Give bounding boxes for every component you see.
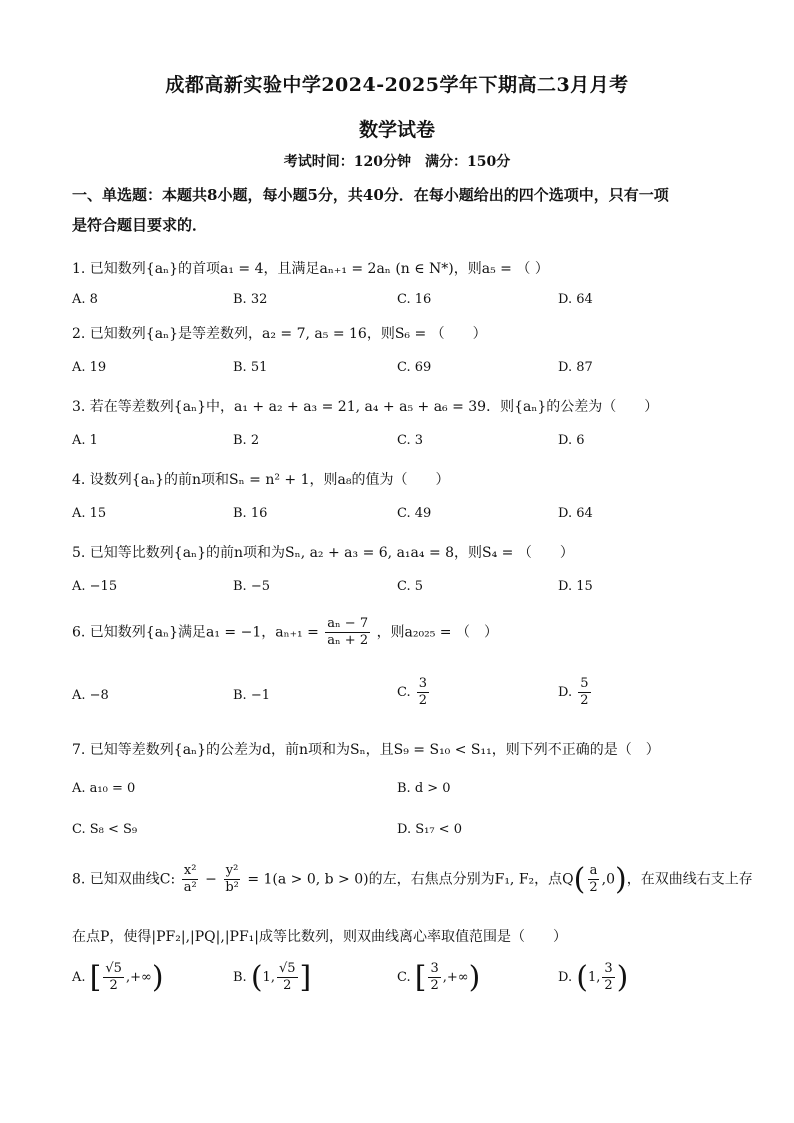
q8-minus: − (205, 871, 217, 888)
q8-frac-q-den: 2 (589, 880, 598, 895)
q8-option-d-paren-close: ) (616, 960, 629, 995)
q8-frac-y-num: y² (225, 863, 239, 878)
q8-option-d (558, 960, 628, 995)
q8-option-a-label: A. (72, 970, 86, 985)
question-7: 7. 已知等差数列{aₙ}的公差为d，前n项和为Sₙ，且S₉ = S₁₀ < S₁₁，则下列不正确的是（ ） (72, 742, 660, 758)
section-line-2: 是符合题目要求的． (72, 216, 208, 234)
q8-option-b-paren-open: ( (250, 960, 263, 995)
question-2: 2. 已知数列{aₙ}是等差数列，a₂ = 7, a₅ = 16，则S₆ = （ ） (72, 326, 487, 342)
q8-option-b-label: B. (233, 970, 247, 985)
q8-option-a-paren-close: ) (151, 960, 164, 995)
q8-stem-post: ，在双曲线右支上存 (626, 871, 753, 888)
q6-option-d-num: 5 (580, 676, 589, 691)
q8-option-a-bracket-open: [ (89, 960, 102, 995)
q8-option-c-bracket-open: [ (414, 960, 427, 995)
q6-option-c-num: 3 (418, 676, 428, 691)
q5-option-c: C. 5 (397, 579, 424, 594)
q3-option-b: B. 2 (233, 433, 260, 448)
q8-option-b-frac (277, 961, 298, 994)
q6-option-c-frac (417, 676, 429, 709)
q2-option-b: B. 51 (233, 360, 268, 375)
q4-option-a: A. 15 (72, 506, 107, 521)
q2-option-c: C. 69 (397, 360, 432, 375)
q7-option-a: A. a₁₀ = 0 (72, 781, 136, 796)
q8-option-b-bracket-close: ] (299, 960, 312, 995)
question-4: 4. 设数列{aₙ}的前n项和Sₙ = n² + 1，则a₈的值为（ ） (72, 472, 450, 488)
q1-option-c: C. 16 (397, 292, 432, 307)
q8-option-c-paren-close: ) (468, 960, 481, 995)
q7-option-c: C. S₈ < S₉ (72, 822, 138, 837)
q6-fraction (325, 616, 370, 649)
q2-option-a: A. 19 (72, 360, 107, 375)
question-8-line-2: 在点P，使得|PF₂|,|PQ|,|PF₁|成等比数列，则双曲线离心率取值范围是（ ） (72, 929, 568, 945)
question-1: 1. 已知数列{aₙ}的首项a₁ = 4，且满足aₙ₊₁ = 2aₙ (n ∈ N*)，则a₅ = （ ） (72, 261, 549, 277)
q8-option-a-den: 2 (109, 978, 118, 993)
q3-option-a: A. 1 (72, 433, 98, 448)
q8-stem-pre: 8. 已知双曲线C: (72, 871, 176, 888)
q8-paren-close: ) (615, 862, 627, 897)
q8-option-c-frac (428, 961, 440, 994)
q8-frac-x-den: a² (183, 880, 197, 895)
q8-option-c-den: 2 (430, 978, 439, 993)
q8-frac-x (182, 863, 199, 896)
question-6 (72, 616, 752, 649)
q8-option-c-label: C. (397, 970, 411, 985)
q7-option-b: B. d > 0 (397, 781, 451, 796)
q6-option-c (397, 676, 431, 709)
question-8 (72, 862, 752, 897)
q6-frac-den: aₙ + 2 (327, 633, 369, 648)
q6-stem-post: ，则a₂₀₂₅ = （ ） (376, 624, 498, 641)
q6-option-c-den: 2 (418, 693, 428, 708)
question-5: 5. 已知等比数列{aₙ}的前n项和为Sₙ, a₂ + a₃ = 6, a₁a₄ = 8，则S₄ = （ ） (72, 545, 574, 561)
q8-option-d-label: D. (558, 970, 573, 985)
q6-option-d-frac (578, 676, 590, 709)
q8-frac-y (223, 863, 241, 896)
q8-option-d-num: 3 (604, 961, 613, 976)
q6-option-c-label: C. (397, 685, 411, 700)
q8-frac-y-den: b² (225, 880, 239, 895)
q8-q-tail: ,0 (601, 871, 615, 888)
q6-option-d-label: D. (558, 685, 573, 700)
q1-option-a: A. 8 (72, 292, 98, 307)
q5-option-a: A. −15 (72, 579, 118, 594)
q8-option-c (397, 960, 480, 995)
q8-option-a-tail: ,+∞ (125, 970, 152, 985)
q7-option-d: D. S₁₇ < 0 (397, 822, 462, 837)
q8-option-b (233, 960, 311, 995)
q8-option-d-frac (602, 961, 614, 994)
q8-frac-q-num: a (589, 863, 598, 878)
q6-frac-num: aₙ − 7 (327, 616, 369, 631)
q8-stem-mid: = 1(a > 0, b > 0)的左，右焦点分别为F₁, F₂，点Q (247, 871, 574, 888)
q8-option-a-num: √5 (105, 961, 122, 976)
q1-option-d: D. 64 (558, 292, 593, 307)
q8-option-c-tail: ,+∞ (442, 970, 469, 985)
q2-option-d: D. 87 (558, 360, 593, 375)
exam-title: 成都高新实验中学2024-2025学年下期高二3月月考 (165, 74, 629, 96)
q6-option-d-den: 2 (580, 693, 589, 708)
q8-option-b-num: √5 (278, 961, 296, 976)
q8-paren-open: ( (573, 862, 586, 897)
q8-option-a-frac (103, 961, 124, 994)
q8-option-a (72, 960, 164, 995)
q4-option-d: D. 64 (558, 506, 593, 521)
q4-option-c: C. 49 (397, 506, 432, 521)
q1-option-b: B. 32 (233, 292, 268, 307)
question-3: 3. 若在等差数列{aₙ}中，a₁ + a₂ + a₃ = 21, a₄ + a₅ + a₆ = 39．则{aₙ}的公差为（ ） (72, 399, 659, 415)
q6-option-b: B. −1 (233, 688, 270, 703)
q8-option-b-head: 1, (262, 970, 275, 985)
exam-subtitle: 数学试卷 (358, 119, 435, 141)
q8-option-b-den: 2 (283, 978, 292, 993)
section-heading (72, 180, 732, 240)
q8-option-d-paren-open: ( (576, 960, 588, 995)
q3-option-c: C. 3 (397, 433, 424, 448)
q5-option-d: D. 15 (558, 579, 593, 594)
q4-option-b: B. 16 (233, 506, 268, 521)
q8-option-d-den: 2 (604, 978, 613, 993)
q8-frac-x-num: x² (183, 863, 197, 878)
q6-stem-pre: 6. 已知数列{aₙ}满足a₁ = −1，aₙ₊₁ = (72, 624, 319, 641)
q8-frac-q (587, 863, 599, 896)
q6-option-d (558, 676, 593, 709)
section-line-1: 一、单选题：本题共8小题，每小题5分，共40分．在每小题给出的四个选项中，只有一项 (72, 186, 669, 204)
exam-meta: 考试时间：120分钟 满分：150分 (283, 154, 511, 170)
q3-option-d: D. 6 (558, 433, 585, 448)
q8-option-c-num: 3 (430, 961, 439, 976)
q5-option-b: B. −5 (233, 579, 270, 594)
q6-option-a: A. −8 (72, 688, 109, 703)
q8-option-d-head: 1, (587, 970, 601, 985)
